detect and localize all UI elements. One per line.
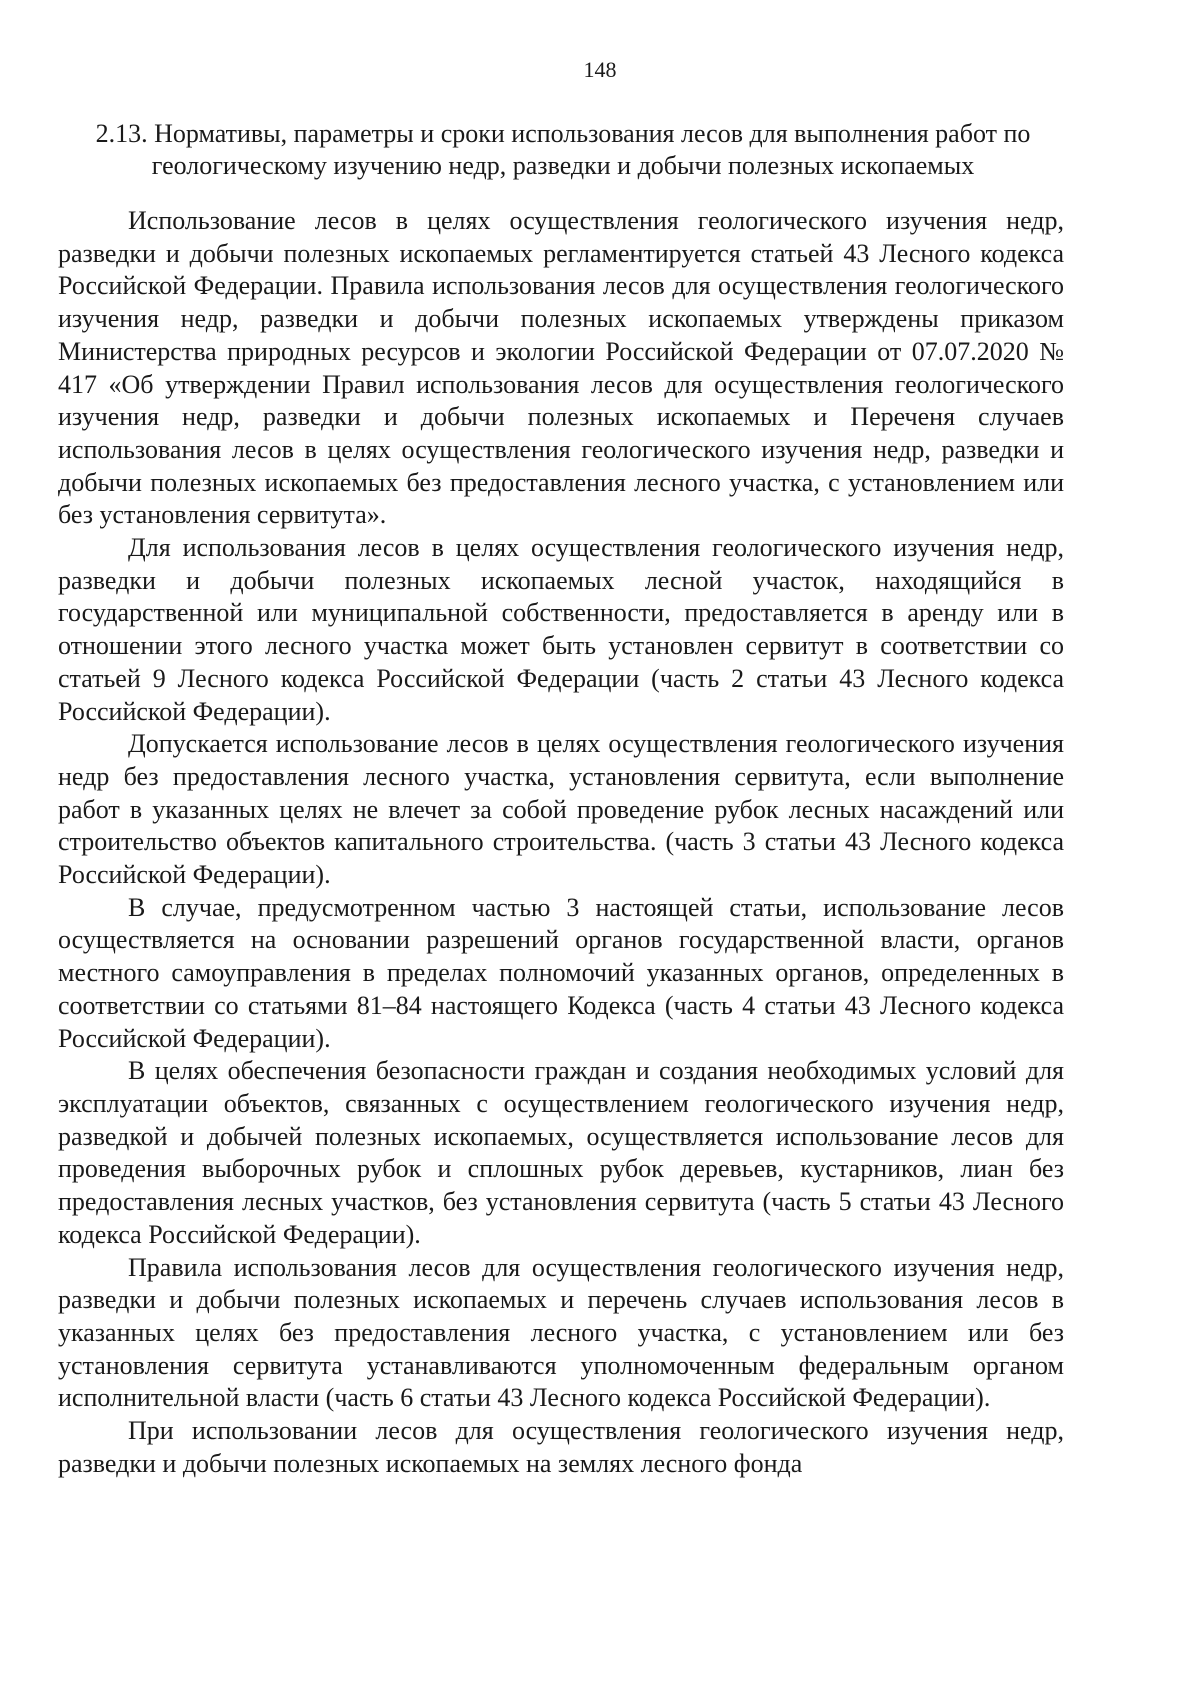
paragraph: Использование лесов в целях осуществления геологического изучения недр, разведки и добычи полезных ископаемых регламентируется статьей 43 Лесного кодекса Российской Федерации. Правила использования лесов для осуществления геологического изучения недр, разведки и добычи полезных ископаемых утверждены приказом Министерства природных ресурсов и экологии Российской Федерации от 07.07.2020 № 417 «Об утверждении Правил использования лесов для осуществления геологического изучения недр, разведки и добычи полезных ископаемых и Переченя случаев использования лесов в целях осуществления геологического изучения недр, разведки и добычи полезных ископаемых без предоставления лесного участка, с установлением или без установления сервитута».	[58, 206, 1064, 530]
paragraph: В целях обеспечения безопасности граждан и создания необходимых условий для эксплуатации объектов, связанных с осуществлением геологического изучения недр, разведкой и добычей полезных ископаемых, осуществляется использование лесов для проведения выборочных рубок и сплошных рубок деревьев, кустарников, лиан без предоставления лесных участков, без установления сервитута (часть 5 статьи 43 Лесного кодекса Российской Федерации).	[58, 1056, 1064, 1249]
paragraph: Допускается использование лесов в целях осуществления геологического изучения недр без предоставления лесного участка, установления сервитута, если выполнение работ в указанных целях не влечет за собой проведение рубок лесных насаждений или строительство объектов капитального строительства. (часть 3 статьи 43 Лесного кодекса Российской Федерации).	[58, 729, 1064, 890]
body-text	[58, 205, 1064, 1480]
paragraph: Правила использования лесов для осуществления геологического изучения недр, разведки и добычи полезных ископаемых и перечень случаев использования лесов в указанных целях без предоставления лесного участка, с установлением или без установления сервитута устанавливаются уполномоченным федеральным органом исполнительной власти (часть 6 статьи 43 Лесного кодекса Российской Федерации).	[58, 1252, 1064, 1413]
paragraph: В случае, предусмотренном частью 3 настоящей статьи, использование лесов осуществляется на основании разрешений органов государственной власти, органов местного самоуправления в пределах полномочий указанных органов, определенных в соответствии со статьями 81–84 настоящего Кодекса (часть 4 статьи 43 Лесного кодекса Российской Федерации).	[58, 892, 1064, 1053]
paragraph: При использовании лесов для осуществления геологического изучения недр, разведки и добычи полезных ископаемых на землях лесного фонда	[58, 1416, 1064, 1478]
section-heading: 2.13. Нормативы, параметры и сроки использования лесов для выполнения работ по геологическому изучению недр, разведки и добычи полезных ископаемых	[95, 119, 1031, 180]
page-number: 148	[583, 57, 617, 82]
paragraph: Для использования лесов в целях осуществления геологического изучения недр, разведки и добычи полезных ископаемых лесной участок, находящийся в государственной или муниципальной собственности, предоставляется в аренду или в отношении этого лесного участка может быть установлен сервитут в соответствии со статьей 9 Лесного кодекса Российской Федерации (часть 2 статьи 43 Лесного кодекса Российской Федерации).	[58, 533, 1064, 726]
